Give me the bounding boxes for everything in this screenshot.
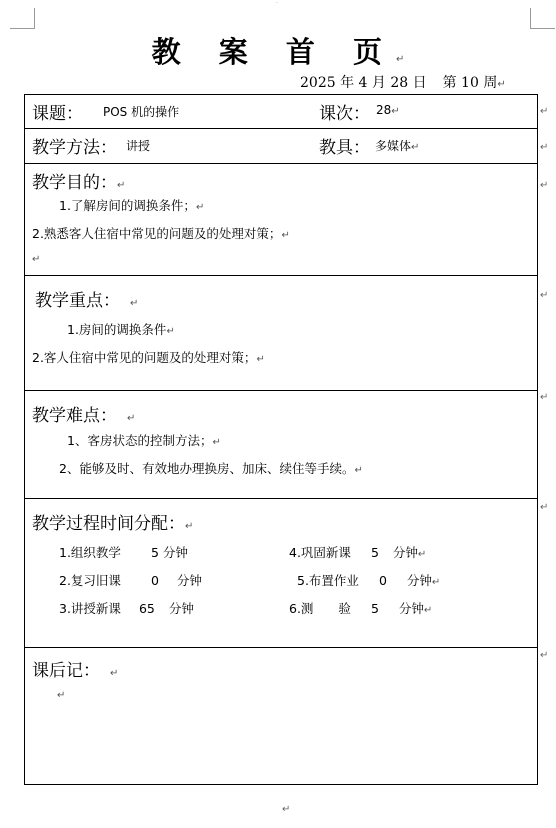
page-end-mark: ↵ [282,804,291,815]
row-difficulties [25,391,537,499]
date-line [300,72,506,92]
time-item[interactable]: 2.复习旧课 0 分钟 [59,573,202,588]
key-point-item[interactable]: 2.客人住宿中常见的问题及的处理对策；↵ [32,350,265,365]
time-item[interactable]: 6.测 验 5 分钟↵ [289,601,433,616]
method-value[interactable]: 讲授 [126,139,151,153]
method-label: 教学方法： [32,138,117,158]
objective-item[interactable]: 2.熟悉客人住宿中常见的问题及的处理对策；↵ [32,226,290,241]
row-end-mark: ↵ [540,502,549,513]
difficulty-item[interactable]: 1、客房状态的控制方法；↵ [67,433,221,448]
tools-value[interactable]: 多媒体↵ [375,139,420,153]
lesson-date: 2025 年 4 月 28 日 [300,75,427,91]
objective-item[interactable]: 1.了解房间的调换条件；↵ [59,198,205,213]
row-method [25,129,537,164]
paragraph-mark: ↵ [497,79,506,90]
session-value[interactable]: 28↵ [376,103,400,117]
tools-label: 教具： [319,138,370,158]
key-point-item[interactable]: 1.房间的调换条件↵ [67,322,175,337]
difficulties-label: 教学难点： ↵ [32,406,136,426]
time-item[interactable]: 1.组织教学 5 分钟 [59,545,188,560]
key-points-label: 教学重点： ↵ [35,291,139,311]
crop-mark-top-right [530,8,555,29]
lesson-plan-table [24,94,538,785]
paragraph-mark: ↵ [32,254,41,265]
row-key-points [25,276,537,391]
row-time-allocation [25,499,537,648]
topic-label: 课题： [32,104,83,124]
session-label: 课次： [319,104,370,124]
top-center-mark: · [276,0,278,7]
row-end-mark: ↵ [540,392,549,403]
time-item[interactable]: 5.布置作业 0 分钟↵ [297,573,441,588]
row-afterword [25,648,537,784]
row-end-mark: ↵ [540,106,549,117]
time-item[interactable]: 3.讲授新课 65 分钟 [59,601,194,616]
topic-value[interactable]: POS 机的操作 [103,105,180,119]
row-end-mark: ↵ [540,142,549,153]
afterword-label: 课后记： ↵ [32,661,119,681]
row-end-mark: ↵ [540,180,549,191]
time-allocation-label: 教学过程时间分配：↵ [32,514,194,534]
row-end-mark: ↵ [540,290,549,301]
row-objectives [25,164,537,276]
crop-mark-top-left [10,8,35,29]
lesson-week: 第 10 周 [442,75,498,91]
page-title: 教 案 首 页↵ [151,35,405,69]
difficulty-item[interactable]: 2、能够及时、有效地办理换房、加床、续住等手续。↵ [59,461,363,476]
afterword-input[interactable]: ↵ [57,690,66,701]
row-end-mark: ↵ [540,650,549,661]
time-item[interactable]: 4.巩固新课 5 分钟↵ [289,545,427,560]
row-topic [25,95,537,129]
objectives-label: 教学目的：↵ [32,173,126,193]
paragraph-mark: ↵ [395,54,405,65]
